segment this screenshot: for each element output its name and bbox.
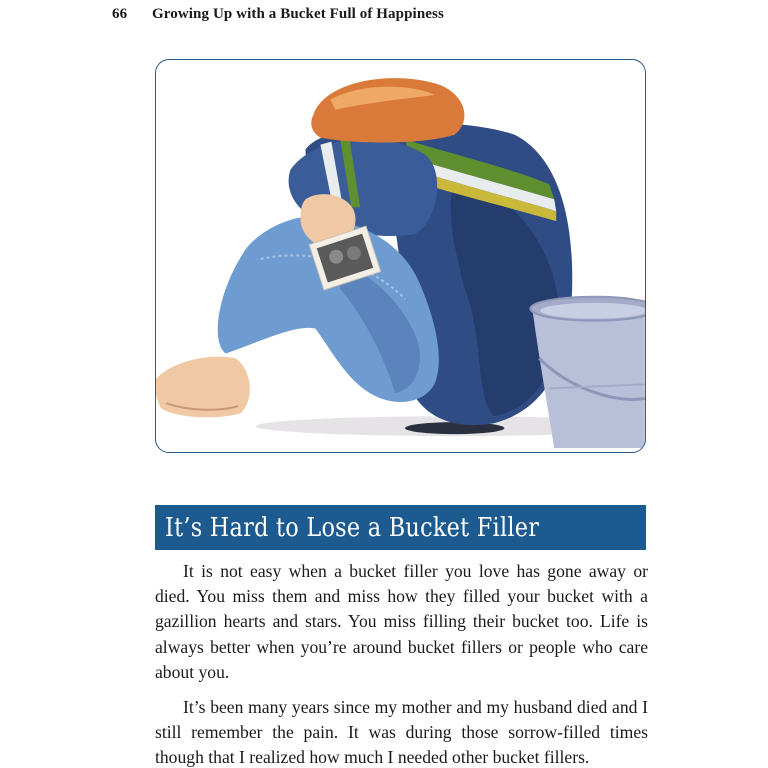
paragraph: It is not easy when a bucket filler you love has gone away or died. You miss them and miss how they filled your bucket with a gazillion hearts and stars. You miss filling their bucket too. Life is always better when you’re around bucket fillers or people who care about you. (155, 561, 648, 682)
paragraph: It’s been many years since my mother and my husband died and I still remember the pain. It was during those sorrow-filled times though that I realized how much I needed other bucket fillers. (155, 697, 648, 768)
running-title: Growing Up with a Bucket Full of Happiness (152, 6, 444, 22)
running-header (112, 6, 444, 23)
body-text (155, 559, 648, 768)
page-number: 66 (112, 6, 128, 22)
floor-shadow-dark (405, 422, 504, 434)
section-title: It’s Hard to Lose a Bucket Filler (165, 512, 540, 543)
section-title-banner (155, 505, 646, 550)
sad-child-illustration (156, 60, 645, 452)
chapter-illustration (155, 59, 646, 453)
foot (156, 357, 250, 418)
